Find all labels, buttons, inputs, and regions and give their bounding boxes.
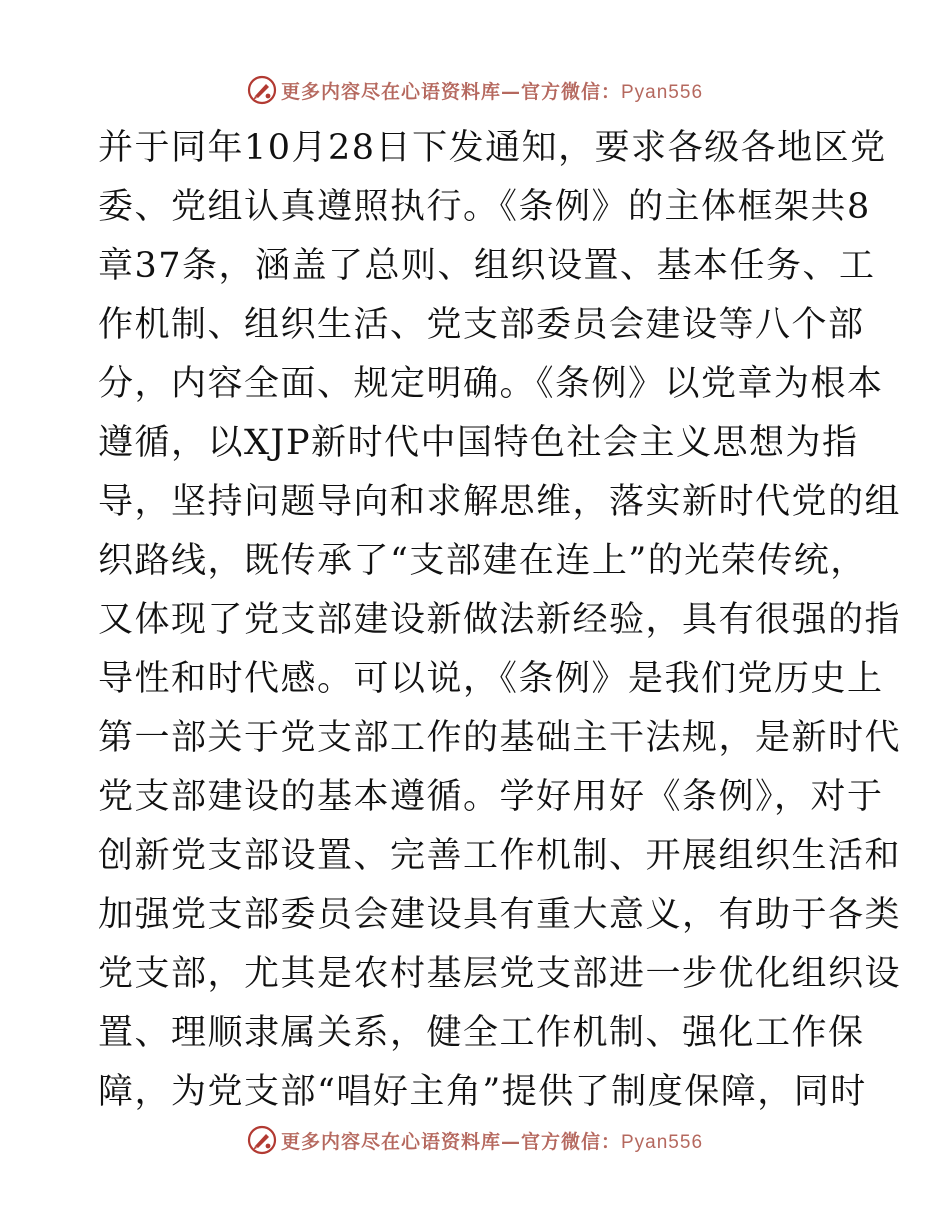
pen-seal-logo-icon [247, 75, 277, 105]
body-line: 党支部建设的基本遵循。学好用好《条例》，对于 [98, 777, 884, 817]
body-line: 分，内容全面、规定明确。《条例》以党章为根本 [98, 364, 884, 404]
header-banner-text: 更多内容尽在心语资料库—官方微信：Pyan556 [280, 80, 704, 103]
body-line: 第一部关于党支部工作的基础主干法规，是新时代 [98, 718, 902, 758]
body-line: 织路线，既传承了“支部建在连上”的光荣传统， [98, 541, 867, 581]
body-line: 置、理顺隶属关系，健全工作机制、强化工作保 [98, 1013, 865, 1053]
header-wechat-id: Pyan556 [621, 81, 704, 103]
body-line: 障，为党支部“唱好主角”提供了制度保障，同时 [98, 1072, 867, 1112]
document-body [98, 119, 902, 1122]
footer-wechat-id: Pyan556 [621, 1131, 704, 1153]
body-line: 党支部，尤其是农村基层党支部进一步优化组织设 [98, 954, 902, 994]
footer-banner [0, 1122, 950, 1158]
footer-banner-text: 更多内容尽在心语资料库—官方微信：Pyan556 [280, 1130, 704, 1153]
pen-seal-logo-icon [247, 1125, 277, 1155]
body-line: 并于同年10月28日下发通知，要求各级各地区党 [98, 128, 887, 168]
body-line: 加强党支部委员会建设具有重大意义，有助于各类 [98, 895, 902, 935]
header-banner [0, 72, 950, 108]
body-line: 导性和时代感。可以说，《条例》是我们党历史上 [98, 659, 884, 699]
body-line: 作机制、组织生活、党支部委员会建设等八个部 [98, 305, 865, 345]
body-line: 创新党支部设置、完善工作机制、开展组织生活和 [98, 836, 902, 876]
body-line: 章37条，涵盖了总则、组织设置、基本任务、工 [98, 246, 876, 286]
body-line: 委、党组认真遵照执行。《条例》的主体框架共8 [98, 187, 871, 227]
body-line: 遵循，以XJP新时代中国特色社会主义思想为指 [98, 423, 859, 463]
body-line: 又体现了党支部建设新做法新经验，具有很强的指 [98, 600, 902, 640]
body-line: 导，坚持问题导向和求解思维，落实新时代党的组 [98, 482, 902, 522]
